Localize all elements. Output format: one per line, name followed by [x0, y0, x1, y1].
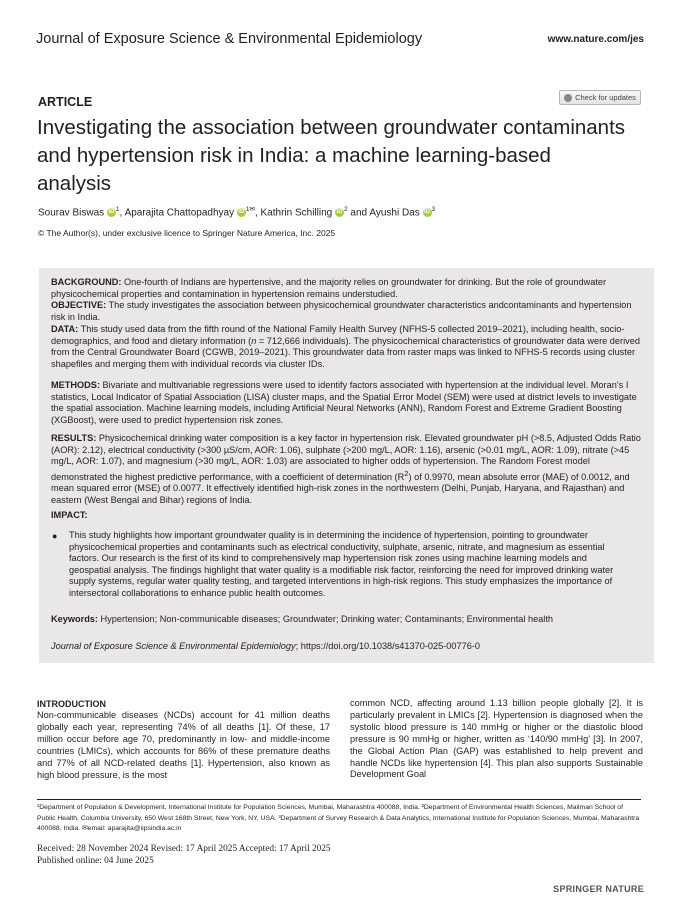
abstract-section-label: RESULTS:	[51, 433, 97, 443]
copyright-line: © The Author(s), under exclusive licence to Springer Nature America, Inc. 2025	[38, 228, 336, 238]
author-separator: ,	[254, 207, 261, 219]
author-name[interactable]: Sourav Biswas	[38, 207, 105, 219]
author-separator: and	[347, 207, 370, 219]
published-online: Published online: 04 June 2025	[37, 856, 154, 866]
abstract-section-label: BACKGROUND:	[51, 277, 122, 287]
abstract-impact-text: This study highlights how important groundwater quality is in determining the incidence of hypertension, pointing to groundwater physicochemical properties and contaminants such as electrical conductivity, sulphate, arsenic, nitrate, and magnesium as essential factors. Our research is the first of its kind to comprehensively map hypertension risk zones using machine learning models and geospatial analysis. The findings highlight that water quality is a modifiable risk factor, reinforcing the need for improved drinking water supply systems, regular water quality testing, and targeted interventions in high-risk regions. This study emphasizes the importance of intersectoral collaborations to enhance public health outcomes.	[69, 530, 614, 598]
abstract-section-text: Physicochemical drinking water composition is a key factor in hypertension risk. Elevated groundwater pH (>8.5, Adjusted Odds Ratio (AOR): 2.12), electrical conductivity (>300 µS/cm, AOR: 1.06), sulphate (>200 mg/L, AOR: 1.16), arsenic (>0.01 mg/L, AOR: 1.09), nitrate (>45 mg/L, AOR: 1.07), and magnesium (>30 mg/L, AOR: 1.03) are associated to higher odds of hypertension. The Random Forest model demonstrated the highest predictive performance, with a coefficient of determination (R	[51, 433, 641, 482]
journal-url[interactable]: www.nature.com/jes	[547, 34, 644, 45]
article-title: Investigating the association between groundwater contaminants and hypertension risk in India: a machine learning-based analysis	[37, 116, 626, 195]
check-for-updates-label: Check for updates	[575, 93, 636, 102]
abstract-section-label: IMPACT:	[51, 510, 88, 520]
citation-line	[51, 641, 641, 651]
abstract-objective	[51, 300, 641, 323]
abstract-section-text: Bivariate and multivariable regressions were used to identify factors associated with hypertension at the individual level. Moran’s I statistics, Local Indicator of Spatial Association (LISA) cluster maps, and the Spatial Error Model (SEM) were used at district levels to investigate the spatial association. Machine learning models, including Artificial Neural Networks (ANN), Random Forest and Extreme Gradient Boosting (XGBoost), were used to predict hypertension risk zones.	[51, 380, 637, 425]
abstract-section-text: = 712,666 individuals). The physicochemical characteristics of groundwater data were derived from the Central Groundwater Board (CGWB, 2019–2021). This groundwater data from raster maps was linked to NFHS-5 records using cluster shapefiles and merging them with individual records via cluster IDs.	[51, 335, 640, 369]
affiliations: ¹Department of Population & Development, International Institute for Population Sciences, Mumbai, Maharashtra 400088, India. ²Department of Environmental Health Sciences, Mailman School of Public Health, Columbia University, 650 West 168th Street, New York, NY, USA. ³Department of Survey Research & Data Analytics, International Institute for Population Sciences, Mumbai, Maharashtra 400088, India. ✉email: aparajita@iipsindia.ac.in	[37, 804, 640, 832]
abstract-superscript: 2	[404, 468, 409, 478]
intro-column-2: common NCD, affecting around 1.13 billion people globally [2]. It is particularly prevalent in LMICs [2]. Hypertension is diagnosed when the systolic blood pressure is 140 mmHg or higher or the diastolic blood pressure is 90 mmHg or higher, written as ‘140/90 mmHg’ [3]. In 2007, the Global Action Plan (GAP) was established to help prevent and handle NCDs like hypertension [4]. This plan also supports Sustainable Development Goal	[350, 698, 643, 780]
author-affiliation-mark: 1✉	[245, 206, 255, 213]
abstract-section-label: DATA:	[51, 324, 79, 334]
publication-dates	[37, 843, 331, 867]
publisher-logo: SPRINGER NATURE	[553, 884, 644, 894]
citation-journal: Journal of Exposure Science & Environmental Epidemiology	[51, 641, 296, 651]
abstract-section-text: One-fourth of Indians are hypertensive, and the majority relies on groundwater for drinking. But the role of groundwater physicochemical properties and contamination in hypertension remains understudied.	[51, 277, 607, 299]
orcid-icon[interactable]: iD	[108, 209, 115, 216]
update-icon	[564, 94, 572, 102]
abstract-section-text: This study used data from the fifth round of the National Family Health Survey (NFHS-5 collected 2019–2021), including health, socio-demographics, and food and dietary information (	[51, 324, 625, 346]
abstract-n-symbol: n	[251, 335, 257, 346]
check-for-updates-button[interactable]	[559, 90, 641, 105]
keywords	[51, 614, 641, 624]
abstract-section-label: OBJECTIVE:	[51, 300, 107, 310]
journal-name: Journal of Exposure Science & Environmental Epidemiology	[36, 31, 423, 47]
abstract-section-text: The study investigates the association between physicochemical groundwater characteristics andcontaminants and hypertension risk in India.	[51, 300, 632, 322]
author-name[interactable]: Ayushi Das	[369, 207, 420, 219]
bullet-icon: ●	[52, 531, 58, 541]
keywords-label: Keywords:	[51, 614, 98, 624]
abstract-section-label: METHODS:	[51, 380, 100, 390]
author-name[interactable]: Aparajita Chattopadhyay	[124, 207, 235, 219]
orcid-icon[interactable]: iD	[238, 209, 245, 216]
section-heading-introduction: INTRODUCTION	[37, 699, 106, 709]
abstract-results	[51, 433, 641, 506]
author-affiliation-mark: 1	[115, 206, 120, 213]
author-name[interactable]: Kathrin Schilling	[260, 207, 333, 219]
orcid-icon[interactable]: iD	[424, 209, 431, 216]
abstract-section-text: ) of 0.9970, mean absolute error (MAE) of 0.0012, and mean squared error (MSE) of 0.0077. It effectively identified high-risk zones in the northwestern (Delhi, Punjab, Haryana, and Rajasthan) and eastern (West Bengal and Bihar) regions of India.	[51, 471, 630, 505]
keywords-text: Hypertension; Non-communicable diseases; Groundwater; Drinking water; Contaminants; Environmental health	[97, 614, 553, 624]
author-affiliation-mark: 2	[344, 206, 348, 213]
doi-link[interactable]: ; https://doi.org/10.1038/s41370-025-00776-0	[295, 641, 481, 651]
abstract-impact-label	[51, 510, 641, 522]
author-separator: ,	[119, 207, 125, 219]
footnote-divider	[37, 799, 641, 800]
abstract-methods	[51, 380, 641, 426]
author-list	[38, 205, 435, 218]
intro-column-1: Non-communicable diseases (NCDs) account for 41 million deaths globally each year, representing 74% of all deaths [1]. Of these, 17 million occur before age 70, predominantly in low- and middle-income countries (LMICs), which accounts for 86% of these premature deaths and 77% of all NCD-related deaths [1]. Hypertension, also known as high blood pressure, is the most	[37, 710, 330, 780]
abstract-data	[51, 324, 641, 370]
abstract-background	[51, 277, 641, 300]
author-affiliation-mark: 3	[431, 206, 436, 213]
orcid-icon[interactable]: iD	[336, 209, 343, 216]
article-type-label: ARTICLE	[38, 95, 93, 109]
received-revised-accepted: Received: 28 November 2024 Revised: 17 April 2025 Accepted: 17 April 2025	[37, 844, 331, 854]
